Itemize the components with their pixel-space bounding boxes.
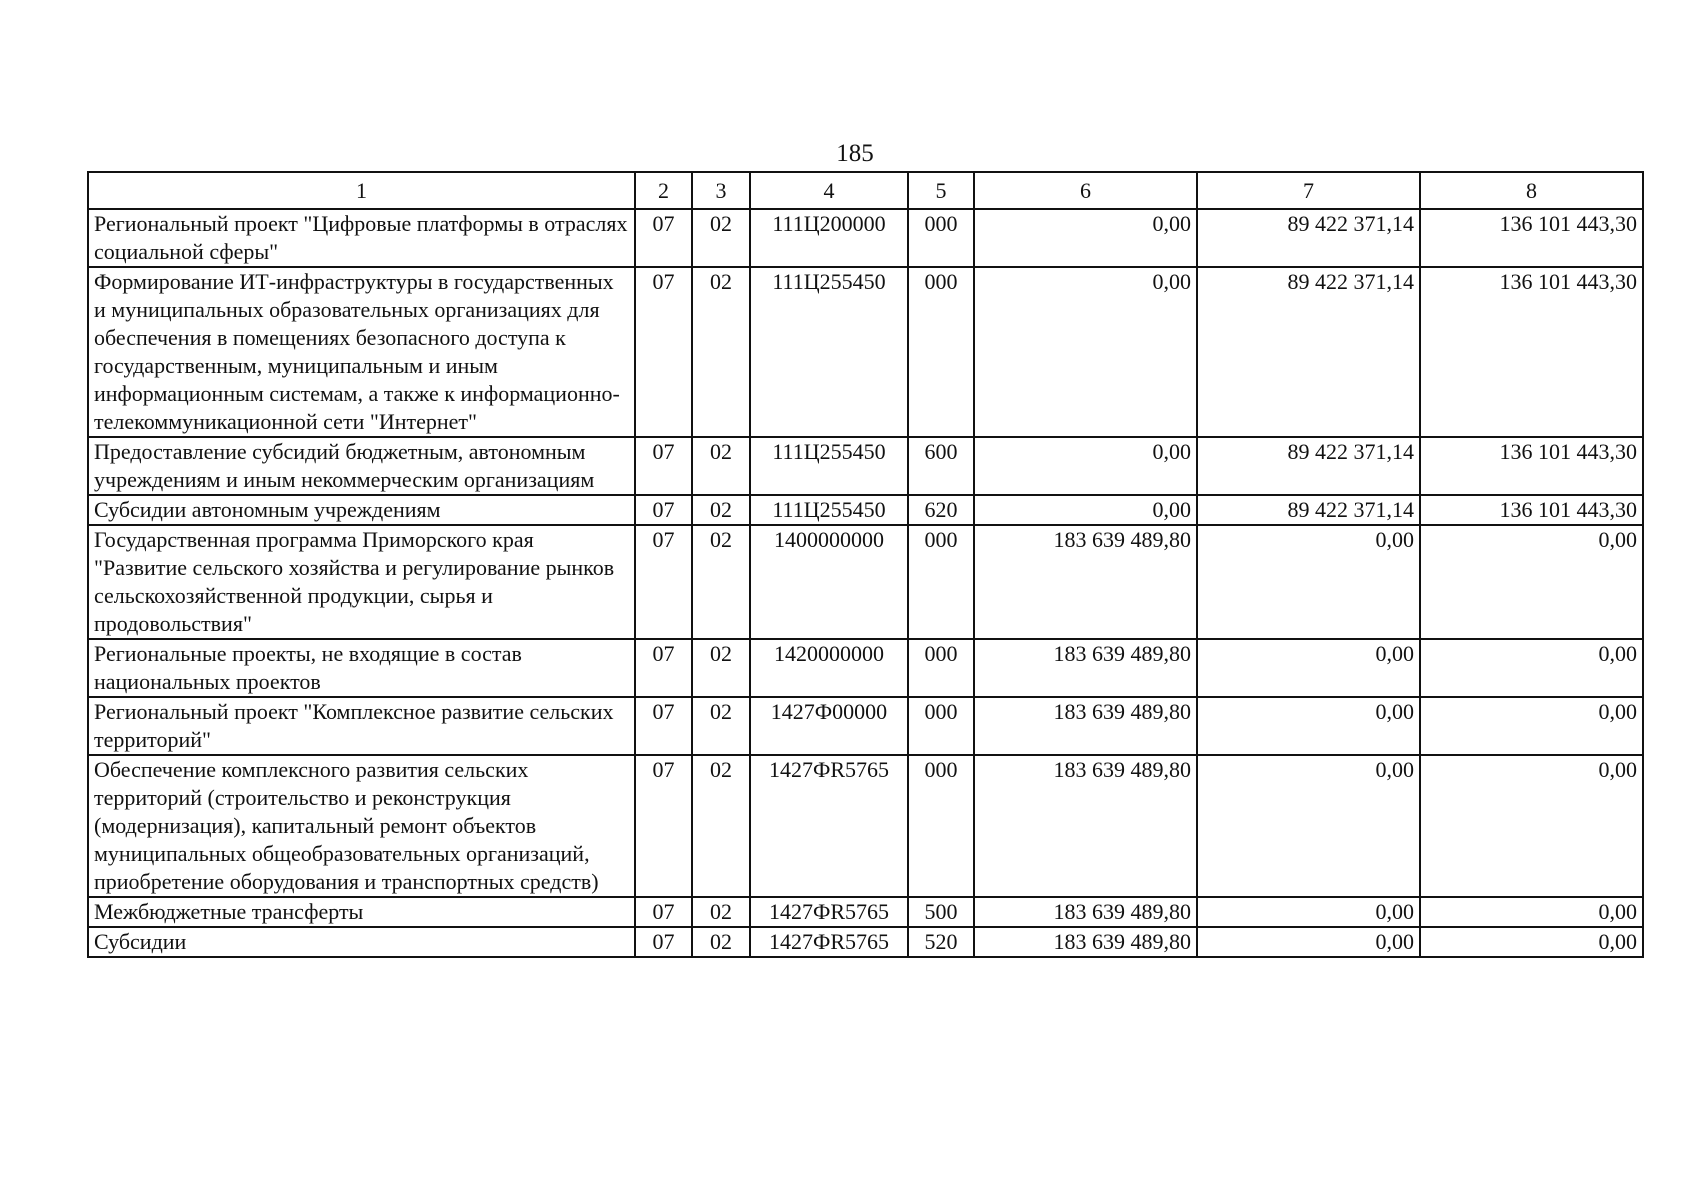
- section-code-cell: 07: [635, 639, 692, 697]
- subsection-code-cell: 02: [692, 267, 750, 437]
- amount-col7-cell: 0,00: [1197, 755, 1420, 897]
- amount-col8-cell: 136 101 443,30: [1420, 209, 1643, 267]
- row-name-cell: Межбюджетные трансферты: [88, 897, 635, 927]
- row-name-cell: Региональные проекты, не входящие в состав национальных проектов: [88, 639, 635, 697]
- expense-type-code-cell: 000: [908, 267, 974, 437]
- amount-col8-cell: 0,00: [1420, 755, 1643, 897]
- subsection-code-cell: 02: [692, 209, 750, 267]
- table-row: [88, 897, 1643, 927]
- target-item-code-cell: 111Ц200000: [750, 209, 908, 267]
- amount-col7-cell: 89 422 371,14: [1197, 495, 1420, 525]
- subsection-code-cell: 02: [692, 755, 750, 897]
- amount-col6-cell: 183 639 489,80: [974, 697, 1197, 755]
- expense-type-code-cell: 500: [908, 897, 974, 927]
- amount-col7-cell: 0,00: [1197, 525, 1420, 639]
- column-header: 6: [974, 172, 1197, 209]
- target-item-code-cell: 111Ц255450: [750, 267, 908, 437]
- target-item-code-cell: 1420000000: [750, 639, 908, 697]
- column-header: 5: [908, 172, 974, 209]
- column-header: 2: [635, 172, 692, 209]
- row-name-cell: Формирование ИТ-инфраструктуры в государственных и муниципальных образовательных организациях для обеспечения в помещениях безопасного доступа к государственным, муниципальным и иным информационным системам, а также к информационно-телекоммуникационной сети "Интернет": [88, 267, 635, 437]
- amount-col8-cell: 136 101 443,30: [1420, 437, 1643, 495]
- subsection-code-cell: 02: [692, 927, 750, 957]
- table-row: [88, 525, 1643, 639]
- expense-type-code-cell: 000: [908, 697, 974, 755]
- amount-col6-cell: 183 639 489,80: [974, 525, 1197, 639]
- section-code-cell: 07: [635, 755, 692, 897]
- subsection-code-cell: 02: [692, 495, 750, 525]
- amount-col8-cell: 0,00: [1420, 697, 1643, 755]
- section-code-cell: 07: [635, 927, 692, 957]
- amount-col8-cell: 136 101 443,30: [1420, 267, 1643, 437]
- table-row: [88, 495, 1643, 525]
- amount-col6-cell: 0,00: [974, 267, 1197, 437]
- amount-col8-cell: 0,00: [1420, 897, 1643, 927]
- row-name-cell: Обеспечение комплексного развития сельских территорий (строительство и реконструкция (модернизация), капитальный ремонт объектов муниципальных общеобразовательных организаций, приобретение оборудования и транспортных средств): [88, 755, 635, 897]
- target-item-code-cell: 1427ФR5765: [750, 755, 908, 897]
- amount-col6-cell: 183 639 489,80: [974, 639, 1197, 697]
- target-item-code-cell: 1427ФR5765: [750, 897, 908, 927]
- table-row: [88, 755, 1643, 897]
- row-name-cell: Субсидии: [88, 927, 635, 957]
- target-item-code-cell: 1400000000: [750, 525, 908, 639]
- column-header: 1: [88, 172, 635, 209]
- section-code-cell: 07: [635, 525, 692, 639]
- expense-type-code-cell: 000: [908, 639, 974, 697]
- subsection-code-cell: 02: [692, 639, 750, 697]
- amount-col6-cell: 183 639 489,80: [974, 897, 1197, 927]
- row-name-cell: Региональный проект "Комплексное развитие сельских территорий": [88, 697, 635, 755]
- target-item-code-cell: 1427Ф00000: [750, 697, 908, 755]
- column-header: 3: [692, 172, 750, 209]
- subsection-code-cell: 02: [692, 697, 750, 755]
- budget-table: [87, 171, 1644, 958]
- amount-col7-cell: 89 422 371,14: [1197, 209, 1420, 267]
- amount-col8-cell: 136 101 443,30: [1420, 495, 1643, 525]
- expense-type-code-cell: 600: [908, 437, 974, 495]
- target-item-code-cell: 111Ц255450: [750, 437, 908, 495]
- column-header: 4: [750, 172, 908, 209]
- expense-type-code-cell: 520: [908, 927, 974, 957]
- target-item-code-cell: 111Ц255450: [750, 495, 908, 525]
- amount-col7-cell: 0,00: [1197, 897, 1420, 927]
- table-header-row: [88, 172, 1643, 209]
- amount-col8-cell: 0,00: [1420, 639, 1643, 697]
- row-name-cell: Субсидии автономным учреждениям: [88, 495, 635, 525]
- amount-col8-cell: 0,00: [1420, 927, 1643, 957]
- expense-type-code-cell: 620: [908, 495, 974, 525]
- subsection-code-cell: 02: [692, 897, 750, 927]
- amount-col7-cell: 89 422 371,14: [1197, 437, 1420, 495]
- table-row: [88, 267, 1643, 437]
- table-row: [88, 437, 1643, 495]
- amount-col6-cell: 0,00: [974, 209, 1197, 267]
- page-number: 185: [836, 140, 874, 167]
- subsection-code-cell: 02: [692, 525, 750, 639]
- amount-col7-cell: 89 422 371,14: [1197, 267, 1420, 437]
- section-code-cell: 07: [635, 697, 692, 755]
- table-row: [88, 639, 1643, 697]
- row-name-cell: Предоставление субсидий бюджетным, автономным учреждениям и иным некоммерческим организациям: [88, 437, 635, 495]
- section-code-cell: 07: [635, 897, 692, 927]
- target-item-code-cell: 1427ФR5765: [750, 927, 908, 957]
- amount-col7-cell: 0,00: [1197, 927, 1420, 957]
- section-code-cell: 07: [635, 495, 692, 525]
- amount-col7-cell: 0,00: [1197, 697, 1420, 755]
- amount-col6-cell: 0,00: [974, 495, 1197, 525]
- section-code-cell: 07: [635, 267, 692, 437]
- section-code-cell: 07: [635, 209, 692, 267]
- expense-type-code-cell: 000: [908, 525, 974, 639]
- section-code-cell: 07: [635, 437, 692, 495]
- expense-type-code-cell: 000: [908, 209, 974, 267]
- amount-col8-cell: 0,00: [1420, 525, 1643, 639]
- column-header: 8: [1420, 172, 1643, 209]
- table-row: [88, 927, 1643, 957]
- amount-col6-cell: 183 639 489,80: [974, 927, 1197, 957]
- column-header: 7: [1197, 172, 1420, 209]
- amount-col6-cell: 0,00: [974, 437, 1197, 495]
- expense-type-code-cell: 000: [908, 755, 974, 897]
- row-name-cell: Государственная программа Приморского края "Развитие сельского хозяйства и регулирование рынков сельскохозяйственной продукции, сырья и продовольствия": [88, 525, 635, 639]
- subsection-code-cell: 02: [692, 437, 750, 495]
- row-name-cell: Региональный проект "Цифровые платформы в отраслях социальной сферы": [88, 209, 635, 267]
- amount-col6-cell: 183 639 489,80: [974, 755, 1197, 897]
- table-row: [88, 209, 1643, 267]
- table-row: [88, 697, 1643, 755]
- amount-col7-cell: 0,00: [1197, 639, 1420, 697]
